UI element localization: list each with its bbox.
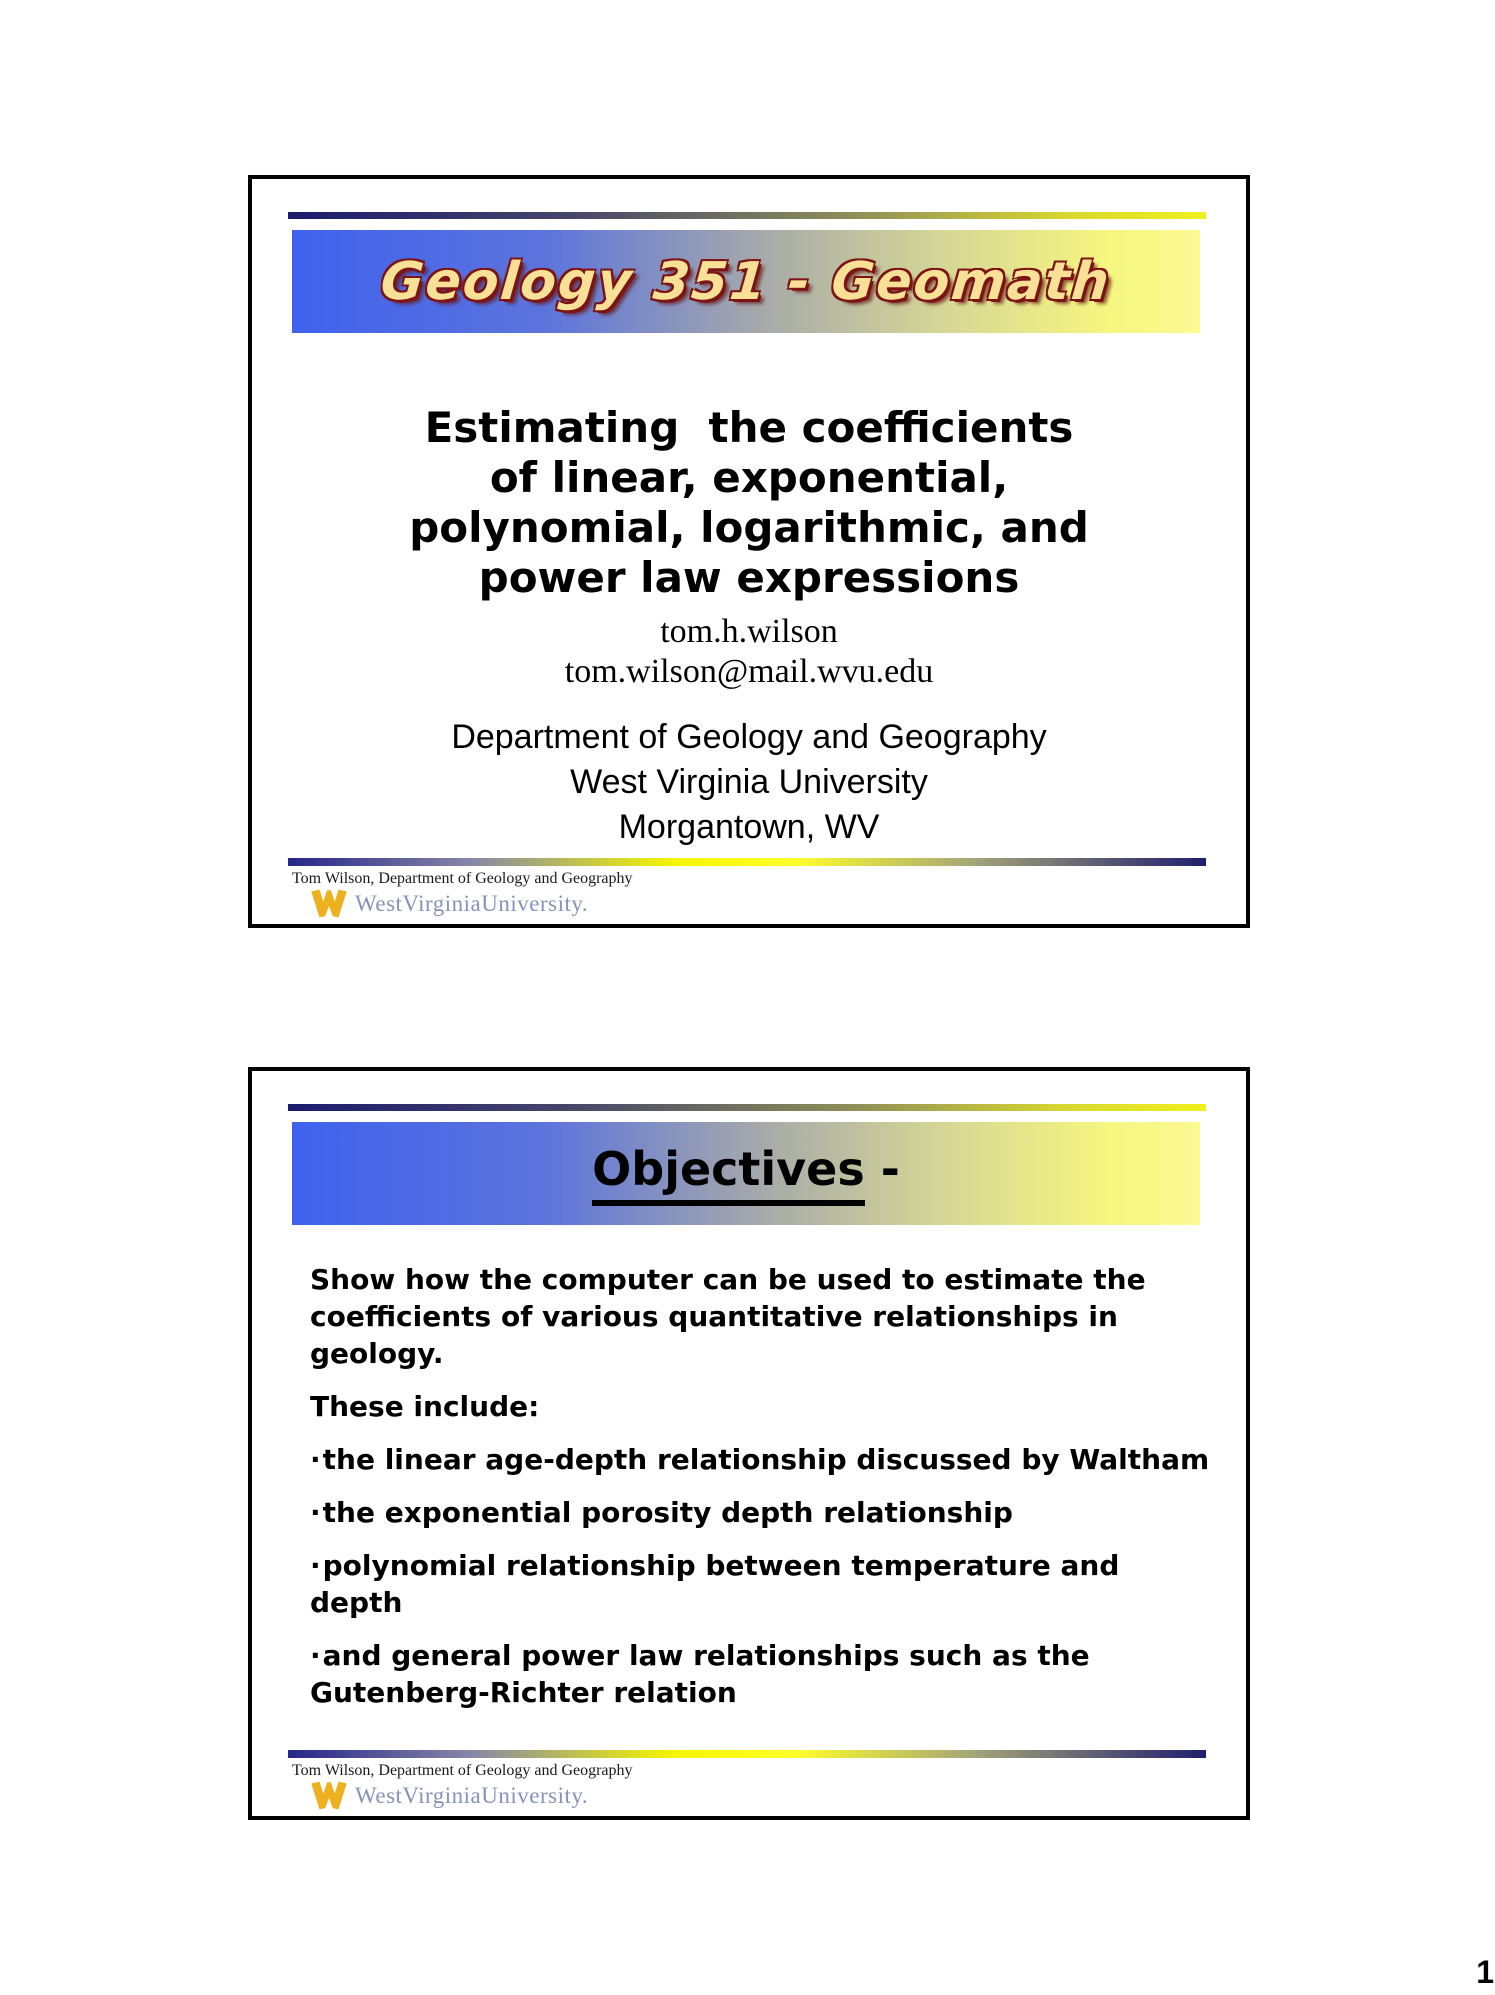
slide-title-line: of linear, exponential, — [489, 453, 1009, 502]
bullet-text: the exponential porosity depth relationship — [322, 1496, 1013, 1529]
intro-paragraph — [310, 1261, 1215, 1372]
header-rule — [288, 212, 1206, 219]
slide-heading — [592, 1142, 900, 1206]
intro-line: geology. — [310, 1337, 444, 1370]
bullet-item — [310, 1547, 1215, 1621]
bullet-item — [310, 1494, 1215, 1531]
affiliation-line: Morgantown, WV — [618, 808, 880, 846]
bullet-text: polynomial relationship between temperature and depth — [310, 1549, 1120, 1619]
slide-title-line: Estimating the coefficients — [424, 403, 1074, 452]
header-rule — [288, 1104, 1206, 1111]
bullet-item — [310, 1441, 1215, 1478]
slide-1 — [248, 175, 1250, 928]
footer-rule — [288, 858, 1206, 866]
slide-title — [252, 403, 1246, 603]
footer-credit: Tom Wilson, Department of Geology and Geography — [292, 1762, 633, 1779]
title-banner — [292, 1122, 1200, 1225]
bullet-dot-icon: · — [310, 1639, 321, 1672]
bullet-dot-icon: · — [310, 1443, 321, 1476]
footer-rule — [288, 1750, 1206, 1758]
intro-line: Show how the computer can be used to estimate the — [310, 1263, 1146, 1296]
wvu-logo — [310, 887, 588, 920]
bullet-dot-icon: · — [310, 1496, 321, 1529]
bullet-text-continued: Gutenberg-Richter relation — [310, 1676, 737, 1709]
bullet-dot-icon: · — [310, 1549, 321, 1582]
slide-heading-text: Objectives — [592, 1142, 865, 1206]
bullet-text: the linear age-depth relationship discussed by Waltham — [322, 1443, 1210, 1476]
bullet-text: and general power law relationships such as the — [322, 1639, 1090, 1672]
author-email: tom.wilson@mail.wvu.edu — [564, 653, 934, 690]
slide-title-line: power law expressions — [478, 553, 1020, 602]
author-block — [252, 612, 1246, 692]
wvu-logo-text: WestVirginiaUniversity. — [355, 890, 589, 916]
affiliation-line: Department of Geology and Geography — [451, 718, 1047, 756]
slide-heading-suffix: - — [880, 1141, 900, 1196]
wvu-logo-text: WestVirginiaUniversity. — [355, 1782, 589, 1808]
flying-wv-icon — [310, 887, 348, 920]
flying-wv-icon — [310, 1779, 348, 1812]
title-banner — [292, 230, 1200, 333]
slide-body — [310, 1261, 1215, 1727]
slide-2 — [248, 1067, 1250, 1820]
lead-in-paragraph: These include: — [310, 1390, 540, 1423]
footer-credit: Tom Wilson, Department of Geology and Geography — [292, 870, 633, 887]
bullet-item — [310, 1637, 1215, 1711]
wvu-logo — [310, 1779, 588, 1812]
course-banner-title: Geology 351 - Geomath — [378, 251, 1114, 312]
page-number: 1 — [1476, 1954, 1494, 1990]
intro-line: coefficients of various quantitative relationships in — [310, 1300, 1118, 1333]
affiliation-block — [252, 715, 1246, 850]
author-name: tom.h.wilson — [660, 613, 838, 650]
slide-title-line: polynomial, logarithmic, and — [409, 503, 1089, 552]
affiliation-line: West Virginia University — [570, 763, 928, 801]
